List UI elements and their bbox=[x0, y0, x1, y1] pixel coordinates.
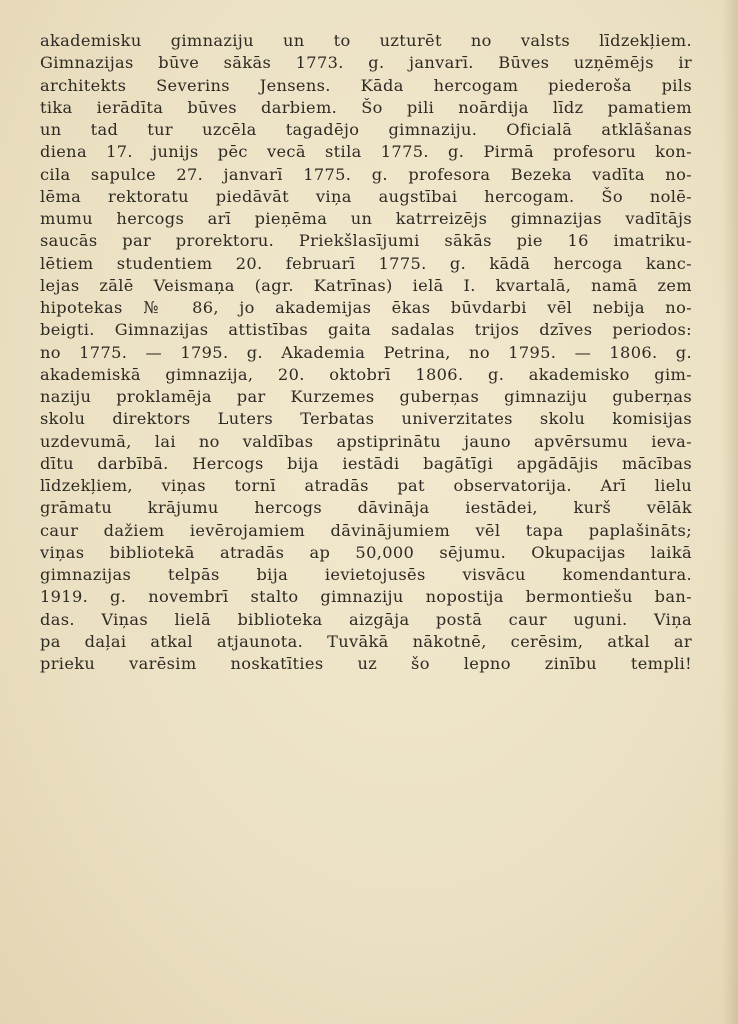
text-line: lejas zālē Veismaņa (agr. Katrīnas) ielā I. kvartalā, namā zem bbox=[40, 275, 692, 295]
text-line: diena 17. junijs pēc vecā stila 1775. g. Pirmā profesoru kon- bbox=[40, 142, 692, 162]
text-line: prieku varēsim noskatīties uz šo lepno zinību templi! bbox=[40, 654, 692, 673]
text-line: viņas bibliotekā atradās ap 50,000 sējumu. Okupacijas laikā bbox=[40, 542, 692, 562]
text-line: lētiem studentiem 20. februarī 1775. g. kādā hercoga kanc- bbox=[40, 253, 692, 273]
text-line: akademisku gimnaziju un to uzturēt no valsts līdzekļiem. bbox=[40, 31, 692, 50]
text-line: 1919. g. novembrī stalto gimnaziju nopostija bermontiešu ban- bbox=[40, 587, 692, 607]
text-line: uzdevumā, lai no valdības apstiprinātu jauno apvērsumu ieva- bbox=[40, 431, 692, 451]
body-text bbox=[40, 30, 692, 675]
text-line: saucās par prorektoru. Priekšlasījumi sākās pie 16 imatriku- bbox=[40, 231, 692, 251]
text-line: cila sapulce 27. janvarī 1775. g. profesora Bezeka vadīta no- bbox=[40, 164, 692, 184]
text-line: mumu hercogs arī pieņēma un katrreizējs gimnazijas vadītājs bbox=[40, 209, 692, 228]
page-edge-shadow bbox=[722, 0, 738, 1024]
text-line: hipotekas № 86, jo akademijas ēkas būvdarbi vēl nebija no- bbox=[40, 298, 692, 317]
text-line: gimnazijas telpās bija ievietojusēs visvācu komendantura. bbox=[40, 565, 692, 584]
text-line: akademiskā gimnazija, 20. oktobrī 1806. g. akademisko gim- bbox=[40, 364, 692, 384]
text-line: lēma rektoratu piedāvāt viņa augstībai hercogam. Šo nolē- bbox=[40, 186, 692, 206]
text-line: das. Viņas lielā biblioteka aizgāja postā caur uguni. Viņa bbox=[40, 609, 692, 629]
text-line: Gimnazijas būve sākās 1773. g. janvarī. Būves uzņēmējs ir bbox=[40, 53, 692, 73]
text-line: grāmatu krājumu hercogs dāvināja iestādei, kurš vēlāk bbox=[40, 498, 692, 518]
text-line: beigti. Gimnazijas attistības gaita sadalas trijos dzīves periodos: bbox=[40, 320, 692, 340]
text-line: dītu darbībā. Hercogs bija iestādi bagātīgi apgādājis mācības bbox=[40, 453, 692, 473]
text-line: līdzekļiem, viņas tornī atradās pat observatorija. Arī lielu bbox=[40, 476, 692, 495]
text-line: pa daļai atkal atjaunota. Tuvākā nākotnē, cerēsim, atkal ar bbox=[40, 631, 692, 651]
text-line: architekts Severins Jensens. Kāda hercogam piederoša pils bbox=[40, 75, 692, 95]
text-line: naziju proklamēja par Kurzemes guberņas gimnaziju guberņas bbox=[40, 387, 692, 406]
text-line: un tad tur uzcēla tagadējo gimnaziju. Oficialā atklāšanas bbox=[40, 120, 692, 139]
text-line: tika ierādīta būves darbiem. Šo pili noārdija līdz pamatiem bbox=[40, 97, 692, 117]
text-line: skolu direktors Luters Terbatas univerzitates skolu komisijas bbox=[40, 409, 692, 429]
text-line: no 1775. — 1795. g. Akademia Petrina, no 1795. — 1806. g. bbox=[40, 342, 692, 362]
text-line: caur dažiem ievērojamiem dāvinājumiem vēl tapa paplašināts; bbox=[40, 520, 692, 540]
